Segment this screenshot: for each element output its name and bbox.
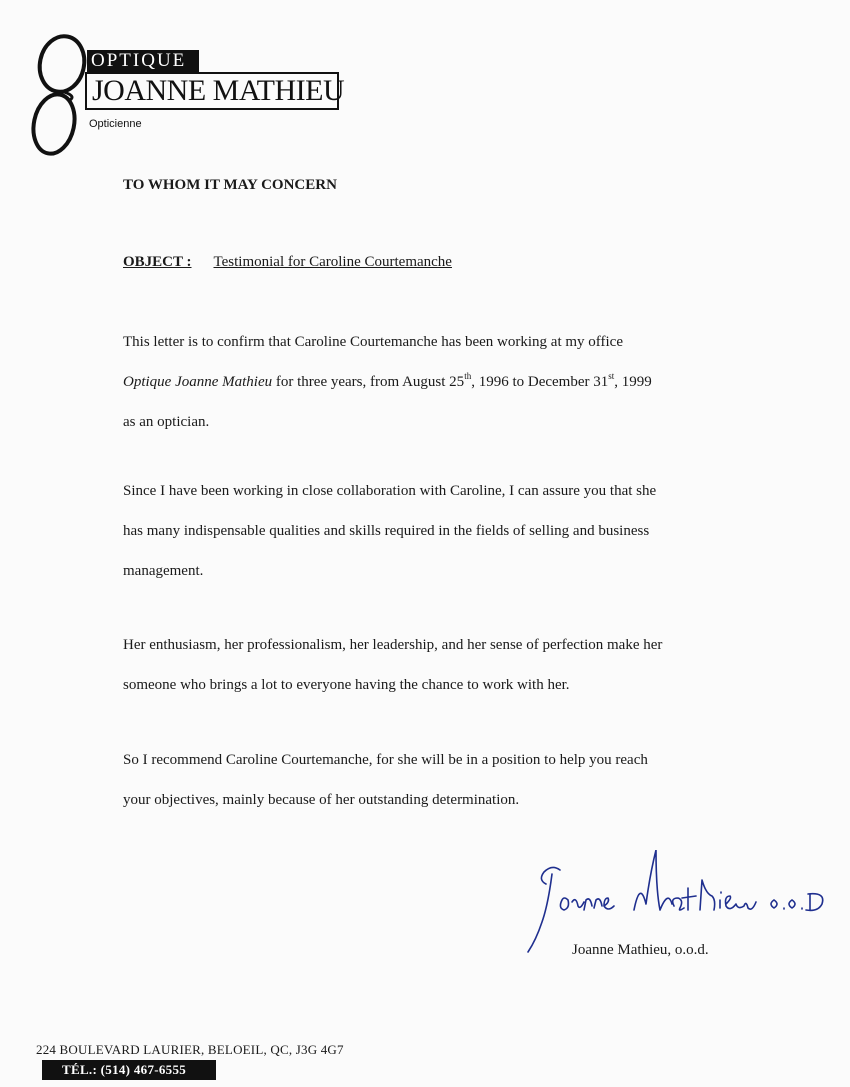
paragraph-line: as an optician. [123, 414, 210, 430]
paragraph-line: This letter is to confirm that Caroline Courtemanche has been working at my office [123, 334, 623, 350]
paragraph-4 [123, 740, 743, 820]
superscript: st [608, 371, 615, 381]
salutation: TO WHOM IT MAY CONCERN [123, 177, 337, 193]
brand-name: JOANNE MATHIEU [92, 74, 345, 107]
signer-name: Joanne Mathieu, o.o.d. [572, 942, 709, 958]
superscript: th [464, 371, 472, 381]
paragraph-line: Her enthusiasm, her professionalism, her leadership, and her sense of perfection make her [123, 637, 663, 653]
paragraph-line: management. [123, 563, 204, 579]
text-segment: for three years, from August 25 [272, 374, 465, 390]
brand-top-label: OPTIQUE [87, 50, 199, 72]
text-segment: , 1999 [614, 374, 652, 390]
phone-number: TÉL.: (514) 467-6555 [42, 1060, 216, 1080]
brand-subtitle: Opticienne [89, 118, 142, 130]
object-line [123, 254, 452, 271]
paragraph-2 [123, 471, 743, 591]
object-text: Testimonial for Caroline Courtemanche [213, 254, 452, 270]
text-segment: , 1996 to December 31 [471, 374, 609, 390]
paragraph-line: someone who brings a lot to everyone having the chance to work with her. [123, 677, 570, 693]
paragraph-line: has many indispensable qualities and skills required in the fields of selling and business [123, 523, 650, 539]
company-name-italic: Optique Joanne Mathieu [123, 374, 273, 390]
paragraph-3 [123, 625, 743, 705]
paragraph-line: So I recommend Caroline Courtemanche, for she will be in a position to help you reach [123, 752, 648, 768]
paragraph-1 [123, 322, 743, 442]
paragraph-line: Since I have been working in close collaboration with Caroline, I can assure you that she [123, 483, 657, 499]
office-address: 224 BOULEVARD LAURIER, BELOEIL, QC, J3G 4G7 [36, 1042, 344, 1057]
paragraph-line: your objectives, mainly because of her outstanding determination. [123, 792, 520, 808]
object-label: OBJECT : [123, 254, 192, 270]
paragraph-line [123, 362, 743, 402]
